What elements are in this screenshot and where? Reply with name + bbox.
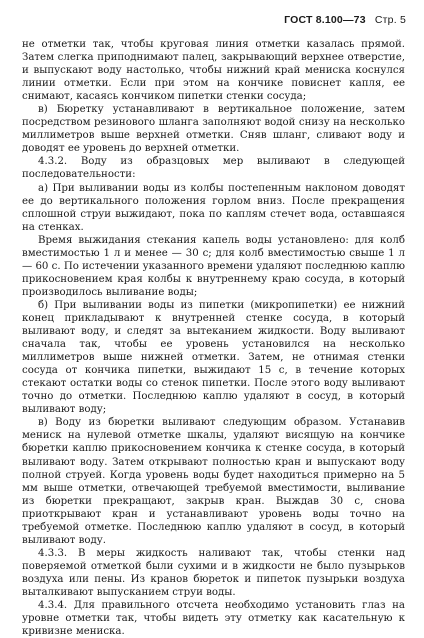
paragraph-item-v-buret-setup: в) Бюретку устанавливают в вертикальное положение, затем посредством резинового шланга заполняют водой снизу на несколько миллиметров выше верхней отметки. Сняв шланг, сливают воду и доводят ее уровень до верхней отметки. <box>22 104 405 155</box>
paragraph-4-3-4: 4.3.4. Для правильного отсчета необходимо установить глаз на уровне отметки так, чтобы видеть эту отметку как касательную к кривизне мениска. <box>22 600 405 638</box>
standard-number: ГОСТ 8.100—73 <box>284 14 366 26</box>
body-text <box>22 38 405 638</box>
paragraph-item-v-buret-pour: в) Воду из бюретки выливают следующим образом. Устанавив мениск на нулевой отметке шкалы, удаляют висящую на кончике бюретки каплю прикосновением кончика к стенке сосуда, в который выливают воду. Затем открывают полностью кран и выпускают воду полной струей. Когда уровень воды будет находиться примерно на 5 мм выше отметки, отвечающей требуемой вместимости, выливание из бюретки прекращают, закрыв кран. Выждав 30 с, снова приоткрывают кран и устанавливают уровень воды точно на требуемой отметке. Последнюю каплю удаляют в сосуд, в который выливают воду. <box>22 417 405 546</box>
paragraph-4-3-2: 4.3.2. Воду из образцовых мер выливают в следующей последовательности: <box>22 156 405 181</box>
page-header <box>284 14 406 26</box>
paragraph-wait-time: Время выжидания стекания капель воды установлено: для колб вместимостью 1 л и менее — 30 с; для колб вместимостью свыше 1 л — 60 с. По истечении указанного времени удаляют последнюю каплю прикосновением края колбы к внутреннему краю сосуда, в который производилось выливание воды; <box>22 234 405 298</box>
paragraph-4-3-3: 4.3.3. В меры жидкость наливают так, чтобы стенки над поверяемой отметкой были сухими и в жидкости не было пузырьков воздуха или пены. Из кранов бюреток и пипеток пузырьки воздуха выталкивают выпусканием струи воды. <box>22 547 405 598</box>
paragraph-item-b-pipette: б) При выливании воды из пипетки (микропипетки) ее нижний конец прикладывают к внутренней стенке сосуда, в который выливают воду, и следят за вытеканием жидкости. Воду выливают сначала так, чтобы ее уровень установился на несколько миллиметров выше нижней отметки. Затем, не отнимая стенки сосуда от кончика пипетки, выжидают 15 с, в течение которых стекают остатки воды со стенок пипетки. После этого воду выливают точно до отметки. Последнюю каплю удаляют в сосуд, в который выливают воду; <box>22 299 405 416</box>
paragraph-continuation: не отметки так, чтобы круговая линия отметки казалась прямой. Затем слегка приподнимают палец, закрывающий верхнее отверстие, и выпускают воду настолько, чтобы нижний край мениска коснулся линии отметки. Если при этом на кончике повиснет капля, ее снимают, касаясь кончиком пипетки стенки сосуда; <box>22 39 405 103</box>
paragraph-item-a-flask: а) При выливании воды из колбы постепенным наклоном доводят ее до вертикального положения горлом вниз. После прекращения сплошной струи выжидают, пока по каплям стечет вода, оставшаяся на стенках. <box>22 182 405 233</box>
page-number: Стр. 5 <box>374 14 406 26</box>
